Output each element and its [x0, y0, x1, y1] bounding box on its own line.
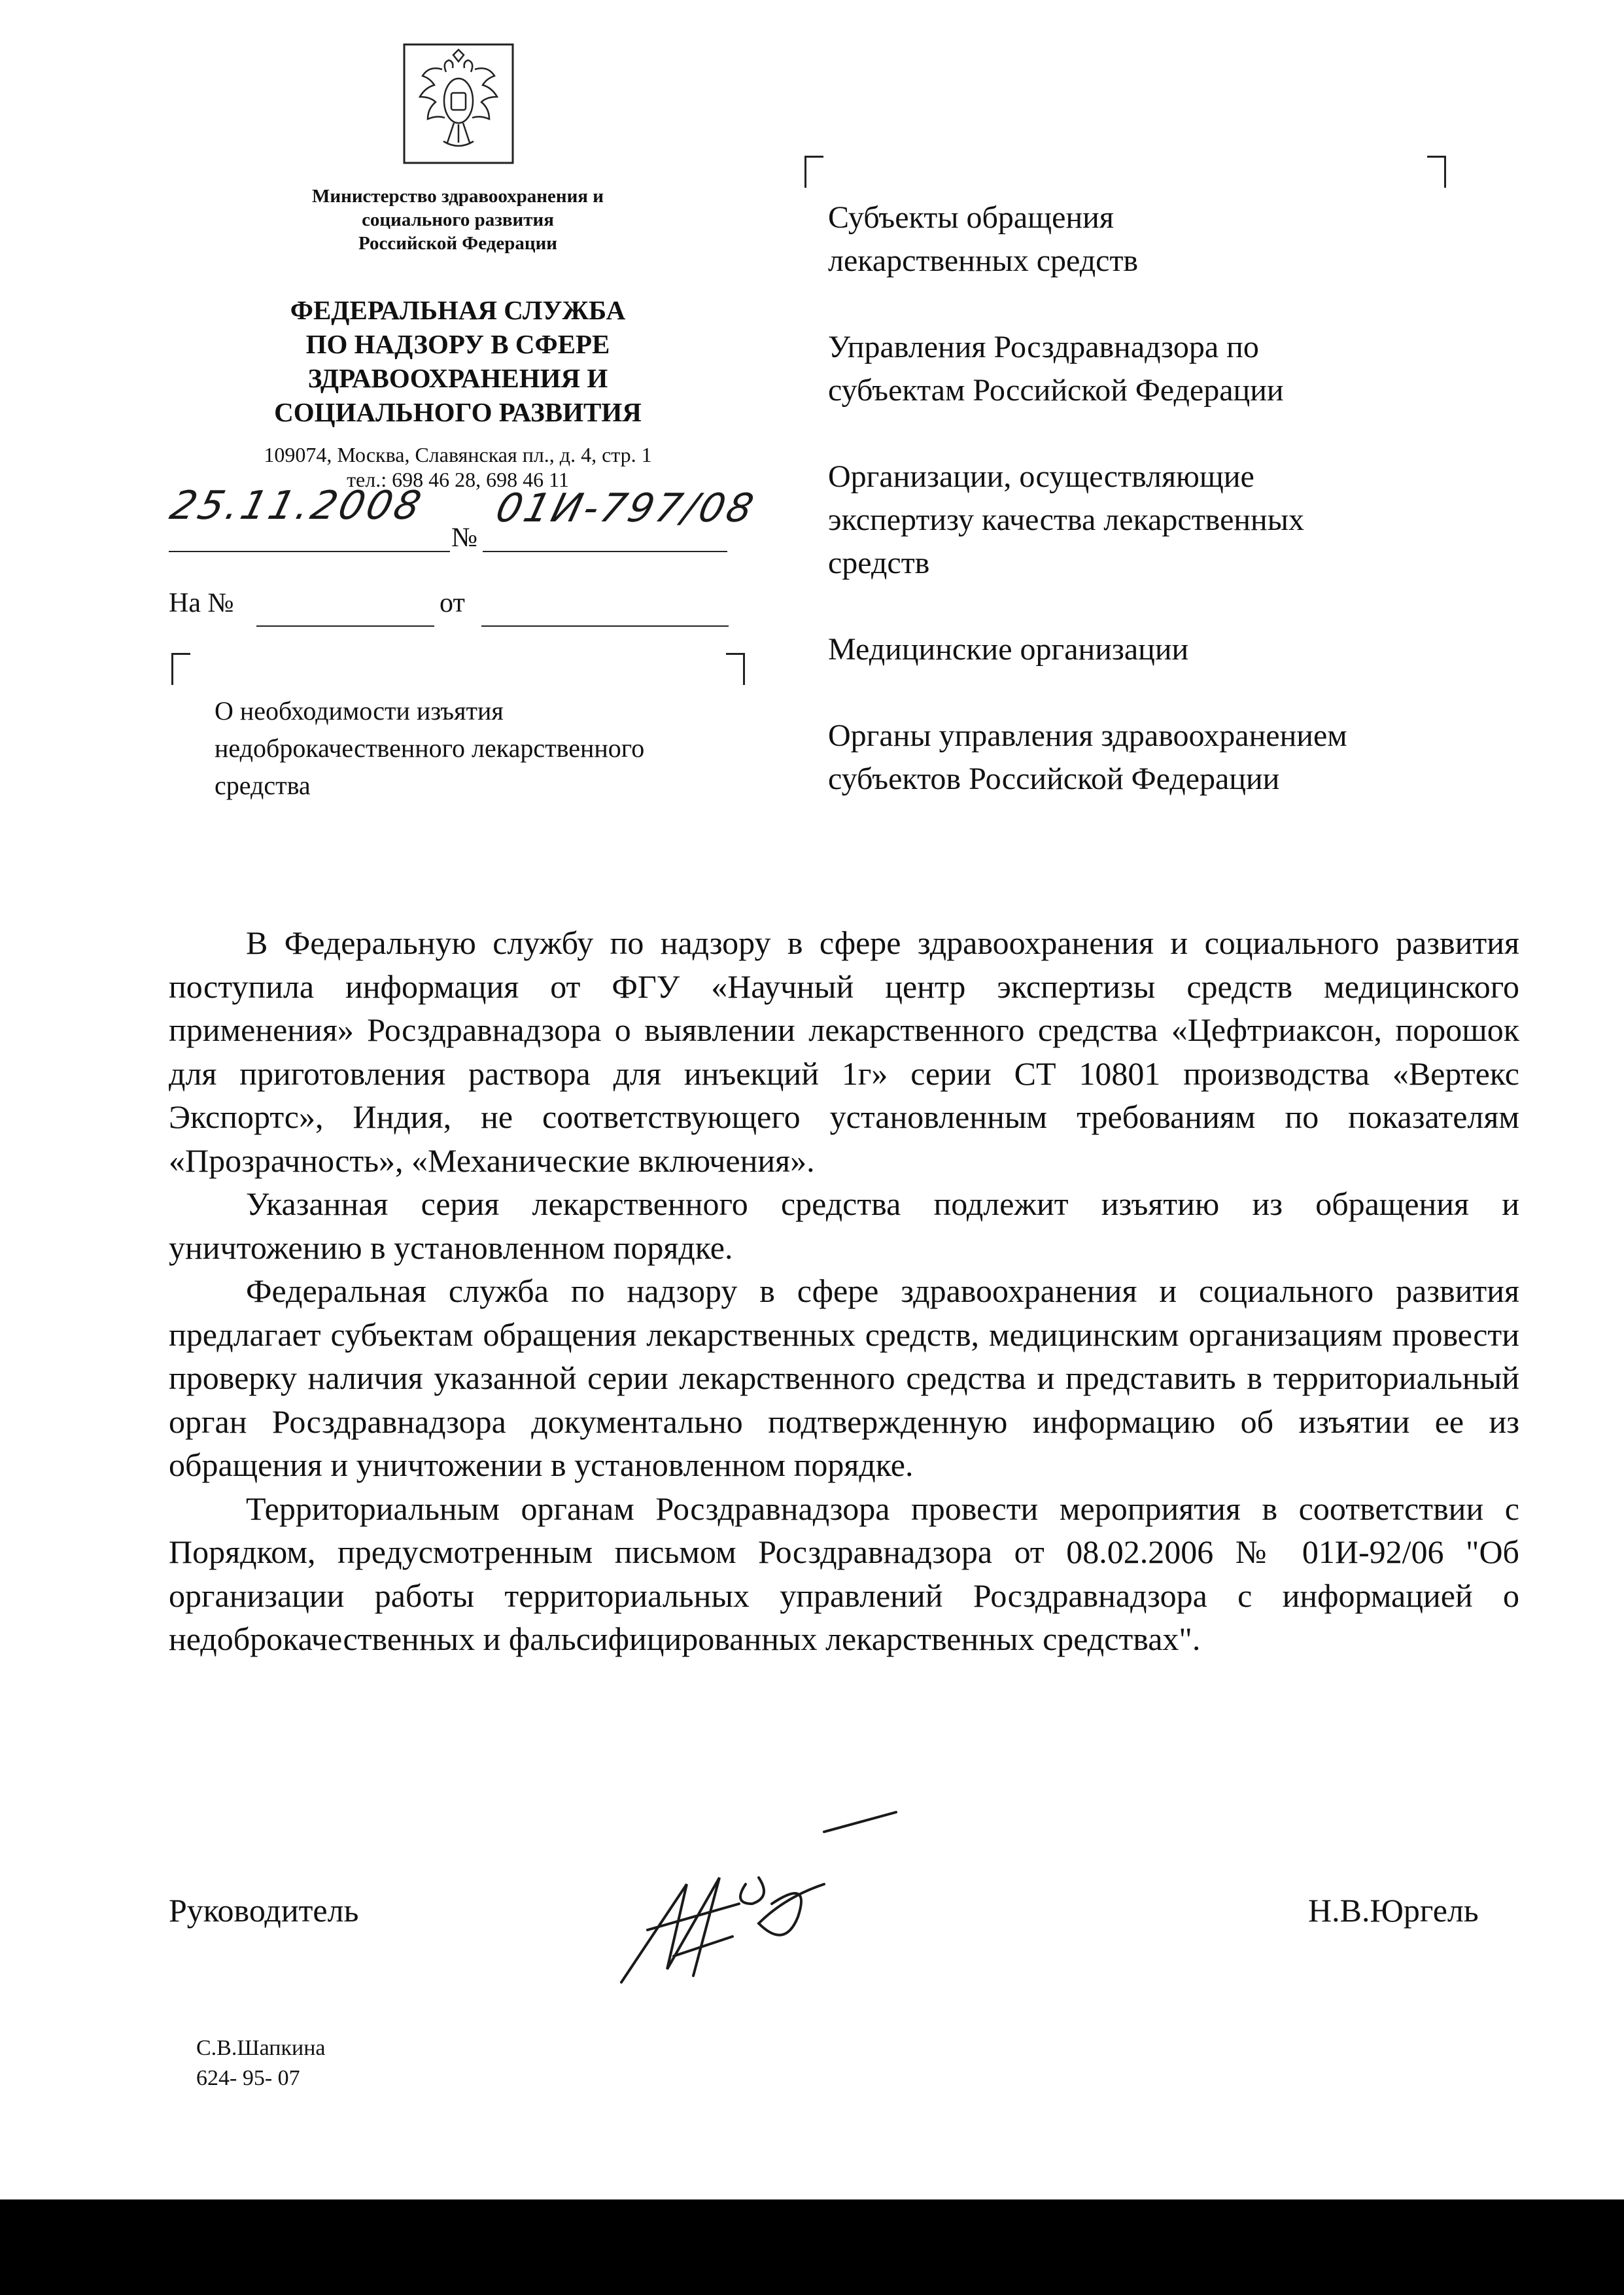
subject-line: О необходимости изъятия	[215, 696, 504, 726]
addressee-line: средств	[828, 546, 930, 580]
ministry-name	[216, 184, 700, 255]
number-label: №	[451, 523, 478, 553]
addressee-line: Организации, осуществляющие	[828, 459, 1254, 494]
addressee-line: Управления Росздравнадзора по	[828, 330, 1259, 364]
date-underline	[169, 551, 450, 552]
addressee-item	[828, 326, 1482, 412]
executor-name: С.В.Шапкина	[196, 2036, 326, 2060]
addressee-line: экспертизу качества лекарственных	[828, 502, 1304, 537]
addressee-line: Органы управления здравоохранением	[828, 718, 1347, 753]
addressee-line: субъектов Российской Федерации	[828, 762, 1280, 796]
executor-info	[196, 2033, 326, 2094]
phone-line: тел.: 698 46 28, 698 46 11	[347, 468, 569, 491]
subject-bracket-left	[171, 653, 190, 685]
agency-line: ЗДРАВООХРАНЕНИЯ И	[307, 363, 608, 393]
subject-line: средства	[215, 771, 311, 800]
body-paragraph: Федеральная служба по надзору в сфере здравоохранения и социального развития предлагает субъектам обращения лекарственных средств, медицинским организациям провести проверку наличия указанной серии лекарственного средства и представить в территориальный орган Росздравнадзора документально подтвержденную информацию об изъятии ее из обращения и уничтожении в установленном порядке.	[169, 1272, 1519, 1483]
reply-from-label: от	[440, 588, 465, 618]
reply-from-line	[481, 625, 729, 627]
coat-of-arms-icon	[403, 43, 514, 164]
addressee-item	[828, 714, 1482, 801]
ministry-line: социального развития	[362, 209, 554, 230]
address-line: 109074, Москва, Славянская пл., д. 4, стр. 1	[264, 443, 652, 466]
agency-line: ПО НАДЗОРУ В СФЕРЕ	[305, 329, 610, 359]
agency-line: ФЕДЕРАЛЬНАЯ СЛУЖБА	[290, 295, 626, 325]
handwritten-signature	[608, 1806, 909, 1995]
executor-phone: 624- 95- 07	[196, 2066, 300, 2090]
body-paragraph: Территориальным органам Росздравнадзора провести мероприятия в соответствии с Порядком, предусмотренным письмом Росздравнадзора от 08.02.2006 № 01И-92/06 "Об организации работы территориальных управлений Росздравнадзора с информацией о недоброкачественных и фальсифицированных лекарственных средствах".	[169, 1490, 1519, 1657]
signer-name: Н.В.Юргель	[1308, 1892, 1479, 1929]
body-paragraph: Указанная серия лекарственного средства подлежит изъятию из обращения и уничтожению в установленном порядке.	[169, 1185, 1519, 1266]
addressee-line: субъектам Российской Федерации	[828, 373, 1284, 408]
agency-name	[196, 293, 719, 429]
handwritten-number: 01И-797/08	[491, 485, 761, 531]
body-paragraph: В Федеральную службу по надзору в сфере здравоохранения и социального развития поступила информация от ФГУ «Научный центр экспертизы средств медицинского применения» Росздравнадзора о выявлении лекарственного средства «Цефтриаксон, порошок для приготовления раствора для инъекций 1г» серии СТ 10801 производства «Вертекс Экспортс», Индия, не соответствующего установленным требованиям по показателям «Прозрачность», «Механические включения».	[169, 924, 1519, 1179]
addressee-item	[828, 196, 1482, 283]
addressee-bracket-right	[1427, 156, 1446, 188]
addressee-item	[828, 455, 1482, 585]
addressee-item	[828, 628, 1482, 671]
letter-body	[169, 921, 1519, 1661]
subject-bracket-right	[726, 653, 745, 685]
handwritten-date: 25.11.2008	[165, 483, 428, 529]
addressee-line: Субъекты обращения	[828, 200, 1114, 235]
scan-border	[0, 2199, 1624, 2295]
reply-number-label: На №	[169, 588, 234, 618]
signer-position: Руководитель	[169, 1892, 359, 1929]
reply-number-line	[256, 625, 434, 627]
ministry-line: Министерство здравоохранения и	[312, 186, 604, 207]
subject	[215, 692, 784, 804]
ministry-line: Российской Федерации	[358, 233, 557, 254]
addressees	[828, 196, 1482, 801]
addressee-bracket-left	[804, 156, 823, 188]
subject-line: недоброкачественного лекарственного	[215, 733, 645, 763]
agency-line: СОЦИАЛЬНОГО РАЗВИТИЯ	[274, 397, 642, 427]
addressee-line: Медицинские организации	[828, 632, 1189, 667]
addressee-line: лекарственных средств	[828, 243, 1139, 278]
number-underline	[483, 551, 727, 552]
